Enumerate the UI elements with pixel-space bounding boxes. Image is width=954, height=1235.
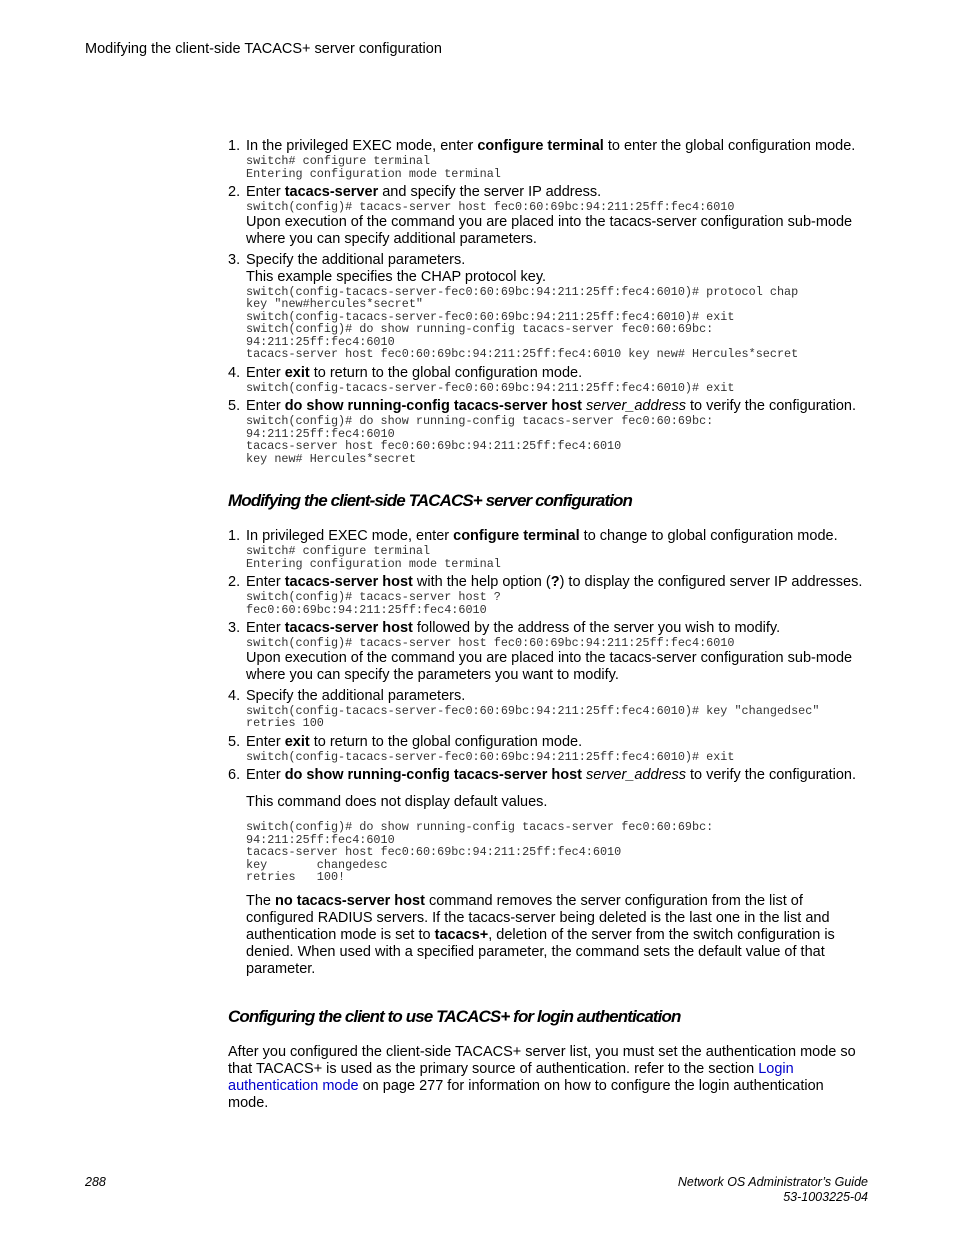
section-heading-modify: Modifying the client-side TACACS+ server configuration [228,491,633,510]
command-name: no tacacs-server host [275,892,425,909]
argument-name: server_address [586,398,686,414]
doc-number: 53-1003225-04 [783,1190,868,1204]
footer-doc-info [678,1175,868,1205]
code-block: switch(config)# tacacs-server host fec0:60:69bc:94:211:25ff:fec4:6010 [246,200,735,214]
command-name: configure terminal [453,528,580,544]
step-number: 3. [228,620,241,636]
step-item: 2. Enter tacacs-server and specify the server IP address. switch(config)# tacacs-server host fec0:60:69bc:94:211:25ff:fec4:6010 Upon execution of the command you are placed into the tacacs-server configuration sub-mode where you can specify additional parameters. [228,184,868,248]
command-name: do show running-config tacacs-server host [284,398,582,414]
step-number: 2. [228,574,241,590]
step-item: 5. Enter exit to return to the global configuration mode. switch(config-tacacs-server-fec0:60:69bc:94:211:25ff:fec4:6010)# exit [228,734,868,764]
command-name: exit [284,733,310,750]
step-description: Upon execution of the command you are placed into the tacacs-server configuration sub-mode where you can specify the parameters you want to modify. [246,649,853,683]
step-item: 5. Enter do show running-config tacacs-server host server_address to verify the configuration. switch(config)# do show running-config tacacs-server fec0:60:69bc: 94:211:25ff:fec4:6010 tacacs-server host fec0:60:69bc:94:211:25ff:fec4:6010 key new# Hercules*secret [228,398,868,465]
step-item: 6. Enter do show running-config tacacs-server host server_address to verify the configuration. This command does not display default values. switch(config)# do show running-config tacacs-server fec0:60:69bc: 94:211:25ff:fec4:6010 tacacs-server host fec0:60:69bc:94:211:25ff:fec4:6010 key changedesc retries 100! The no tacacs-server host command removes the server configuration from the list of configured RADIUS servers. If the tacacs-server being deleted is the last one in the list and authentication mode is set to tacacs+, deletion of the server from the switch configuration is denied. When used with a specified parameter, the command sets the default value of that parameter. [228,767,868,978]
step-description: The no tacacs-server host command removes the server configuration from the list of configured RADIUS servers. If the tacacs-server being deleted is the last one in the list and authentication mode is set to tacacs+, deletion of the server from the switch configuration is denied. When used with a specified parameter, the command sets the default value of that parameter. [246,892,835,977]
body-paragraph: After you configured the client-side TACACS+ server list, you must set the authentication mode so that TACACS+ is used as the primary source of authentication. refer to the section Login authentication mode on page 277 for information on how to configure the login authentication mode. [228,1043,856,1111]
step-item: 3. Enter tacacs-server host followed by the address of the server you wish to modify. switch(config)# tacacs-server host fec0:60:69bc:94:211:25ff:fec4:6010 Upon execution of the command you are placed into the tacacs-server configuration sub-mode where you can specify the parameters you want to modify. [228,620,868,684]
step-description: Upon execution of the command you are placed into the tacacs-server configuration sub-mode where you can specify additional parameters. [246,213,853,247]
code-block: switch(config-tacacs-server-fec0:60:69bc:94:211:25ff:fec4:6010)# exit [246,380,735,395]
page-number: 288 [85,1175,106,1189]
step-number: 4. [228,687,241,704]
code-block: switch(config)# do show running-config tacacs-server fec0:60:69bc: 94:211:25ff:fec4:6010 tacacs-server host fec0:60:69bc:94:211:25ff:fec4:6010 key changedesc retries 100! [246,820,714,884]
login-authentication-mode-link[interactable]: Login authentication mode [228,1060,794,1094]
step-number: 5. [228,733,241,750]
mode-name: tacacs+ [434,926,489,943]
section-heading-login-auth: Configuring the client to use TACACS+ for login authentication [228,1006,681,1026]
page-content [228,138,868,1112]
code-block: switch(config)# tacacs-server host ? fec0:60:69bc:94:211:25ff:fec4:6010 [246,590,501,617]
argument-name: server_address [586,767,686,783]
step-number: 3. [228,251,241,268]
code-block: switch(config)# do show running-config tacacs-server fec0:60:69bc: 94:211:25ff:fec4:6010 tacacs-server host fec0:60:69bc:94:211:25ff:fec4:6010 key new# Hercules*secret [246,414,714,466]
step-number: 6. [228,767,241,783]
step-item: 1. In privileged EXEC mode, enter configure terminal to change to global configuration mode. switch# configure terminal Entering configuration mode terminal [228,528,868,570]
step-number: 1. [228,528,241,544]
step-number: 4. [228,364,241,381]
step-number: 5. [228,398,241,414]
command-name: tacacs-server [284,184,379,200]
step-item: 4. Specify the additional parameters. switch(config-tacacs-server-fec0:60:69bc:94:211:25ff:fec4:6010)# key "changedsec" retries 100 [228,688,868,730]
step-item: 2. Enter tacacs-server host with the help option (?) to display the configured server IP addresses. switch(config)# tacacs-server host ? fec0:60:69bc:94:211:25ff:fec4:6010 [228,574,868,616]
step-note: This command does not display default values. [246,794,548,810]
steps-list-initial [228,138,868,465]
code-block: switch# configure terminal Entering configuration mode terminal [246,544,501,571]
command-name: tacacs-server host [284,574,413,590]
code-block: switch(config-tacacs-server-fec0:60:69bc:94:211:25ff:fec4:6010)# key "changedsec" retries 100 [246,703,820,730]
running-header: Modifying the client-side TACACS+ server configuration [85,41,442,57]
step-number: 2. [228,184,241,200]
code-block: switch(config-tacacs-server-fec0:60:69bc:94:211:25ff:fec4:6010)# exit [246,749,735,764]
steps-list-modify [228,528,868,978]
code-block: switch(config)# tacacs-server host fec0:60:69bc:94:211:25ff:fec4:6010 [246,636,735,650]
code-block: switch(config-tacacs-server-fec0:60:69bc:94:211:25ff:fec4:6010)# protocol chap key "new#hercules*secret" switch(config-tacacs-server-fec0:60:69bc:94:211:25ff:fec4:6010)# exit switch(config)# do show running-config tacacs-server fec0:60:69bc: 94:211:25ff:fec4:6010 tacacs-server host fec0:60:69bc:94:211:25ff:fec4:6010 key new# Hercules*secret [246,284,799,361]
command-name: tacacs-server host [284,620,413,636]
code-block: switch# configure terminal Entering configuration mode terminal [246,154,501,181]
step-item: 4. Enter exit to return to the global configuration mode. switch(config-tacacs-server-fec0:60:69bc:94:211:25ff:fec4:6010)# exit [228,365,868,395]
command-name: configure terminal [477,138,604,154]
step-number: 1. [228,138,241,154]
step-item: 3. Specify the additional parameters. This example specifies the CHAP protocol key. switch(config-tacacs-server-fec0:60:69bc:94:211:25ff:fec4:6010)# protocol chap key "new#hercules*secret" switch(config-tacacs-server-fec0:60:69bc:94:211:25ff:fec4:6010)# exit switch(config)# do show running-config tacacs-server fec0:60:69bc: 94:211:25ff:fec4:6010 tacacs-server host fec0:60:69bc:94:211:25ff:fec4:6010 key new# Hercules*secret [228,252,868,361]
command-name: do show running-config tacacs-server host [284,767,582,783]
doc-title: Network OS Administrator’s Guide [677,1175,868,1189]
command-name: exit [284,364,310,381]
step-item: 1. In the privileged EXEC mode, enter configure terminal to enter the global configuration mode. switch# configure terminal Entering configuration mode terminal [228,138,868,180]
